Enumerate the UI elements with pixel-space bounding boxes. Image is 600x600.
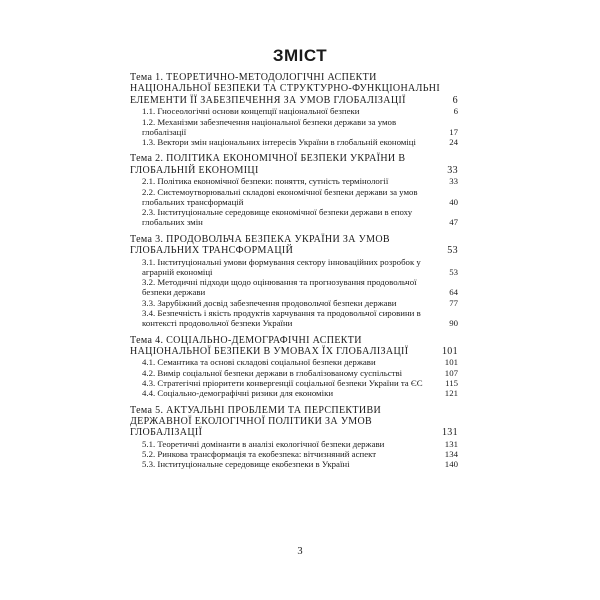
toc-entry-page: 24 (449, 137, 458, 148)
toc-section (130, 234, 458, 329)
toc-entry-text: 2.3. Інституціональне середовище економічної безпеки держави в епоху глобальних змін (142, 207, 413, 228)
toc-entry[interactable] (130, 106, 458, 116)
toc-entry-text: 1.3. Вектори змін національних інтересів України в глобальній економіці (142, 137, 416, 148)
toc-entry-page: 17 (449, 126, 458, 137)
toc-entry[interactable] (130, 449, 458, 459)
toc-entry[interactable] (130, 277, 458, 298)
toc-entry[interactable] (130, 187, 458, 208)
toc-section (130, 153, 458, 227)
toc-section-heading[interactable] (130, 234, 458, 257)
toc-heading-page: 131 (441, 427, 458, 439)
toc-heading-page: 6 (452, 94, 458, 106)
toc-entry-page: 33 (449, 176, 458, 187)
toc-entry-page: 121 (444, 388, 458, 399)
toc-entry[interactable] (130, 388, 458, 398)
toc-entry[interactable] (130, 176, 458, 186)
toc-entry-text: 3.2. Методичні підходи щодо оцінювання та прогнозування продовольчої безпеки держави (142, 277, 417, 298)
toc-entry-text: 3.4. Безпечність і якість продуктів харчування та продовольчої сировини в контексті продовольчої безпеки України (142, 308, 421, 329)
toc-section-heading[interactable] (130, 72, 458, 106)
toc-entry-page: 90 (449, 318, 458, 329)
toc-entry[interactable] (130, 378, 458, 388)
toc-entry[interactable] (130, 368, 458, 378)
toc-section (130, 405, 458, 470)
toc-entry-text: 4.1. Семантика та основі складові соціальної безпеки держави (142, 357, 376, 368)
toc-section-heading[interactable] (130, 153, 458, 176)
toc-entry-page: 64 (449, 287, 458, 298)
toc-heading-text: Тема 2. ПОЛІТИКА ЕКОНОМІЧНОЇ БЕЗПЕКИ УКРАЇНИ В ГЛОБАЛЬНІЙ ЕКОНОМІЦІ (130, 153, 406, 176)
toc-entry-page: 47 (449, 217, 458, 228)
toc-heading-page: 33 (447, 164, 458, 176)
toc-entry-text: 2.1. Політика економічної безпеки: поняття, сутність термінології (142, 176, 389, 187)
toc-entry-page: 77 (449, 297, 458, 308)
toc-entry-page: 140 (444, 459, 458, 470)
toc-heading-text: Тема 5. АКТУАЛЬНІ ПРОБЛЕМИ ТА ПЕРСПЕКТИВИ ДЕРЖАВНОЇ ЕКОЛОГІЧНОЇ ПОЛІТИКИ ЗА УМОВ ГЛОБАЛІЗАЦІЇ (130, 404, 382, 439)
toc-entry-page: 53 (449, 266, 458, 277)
toc-entry-text: 3.1. Інституціональні умови формування сектору інноваційних розробок у аграрній економіці (142, 256, 421, 277)
toc-entry-text: 5.2. Ринкова трансформація та екобезпека: вітчизняний аспект (142, 449, 377, 460)
toc-heading-page: 53 (447, 245, 458, 257)
toc-entry[interactable] (130, 439, 458, 449)
table-of-contents (130, 72, 458, 476)
toc-entry-page: 131 (444, 438, 458, 449)
toc-heading-page: 101 (441, 346, 458, 357)
toc-entry-text: 1.2. Механізми забезпечення національної безпеки держави за умов глобалізації (142, 116, 397, 137)
toc-entry[interactable] (130, 308, 458, 329)
toc-entry-page: 115 (445, 378, 458, 388)
toc-entry-text: 1.1. Гносеологічні основи концепції національної безпеки (142, 106, 360, 117)
toc-entry-page: 6 (453, 106, 458, 117)
toc-entry[interactable] (130, 137, 458, 147)
toc-entry-text: 4.2. Вимір соціальної безпеки держави в глобалізованому суспільстві (142, 367, 403, 378)
toc-entry-text: 4.4. Соціально-демографічні ризики для економіки (142, 388, 334, 399)
toc-section (130, 335, 458, 399)
toc-entry-text: 3.3. Зарубіжний досвід забезпечення продовольчої безпеки держави (142, 297, 397, 308)
toc-section-heading[interactable] (130, 405, 458, 439)
toc-entry-page: 40 (449, 196, 458, 207)
toc-heading-text: Тема 1. ТЕОРЕТИЧНО-МЕТОДОЛОГІЧНІ АСПЕКТИ НАЦІОНАЛЬНОЇ БЕЗПЕКИ ТА СТРУКТУРНО-ФУНКЦІОНАЛЬНІ ЕЛЕМЕНТИ ЇЇ ЗАБЕЗПЕЧЕННЯ ЗА УМОВ ГЛОБАЛІЗАЦІЇ (130, 72, 441, 106)
toc-heading-text: Тема 3. ПРОДОВОЛЬЧА БЕЗПЕКА УКРАЇНИ ЗА УМОВ ГЛОБАЛЬНИХ ТРАНСФОРМАЦІЙ (130, 233, 390, 257)
toc-section (130, 72, 458, 147)
toc-entry[interactable] (130, 357, 458, 367)
toc-entry[interactable] (130, 207, 458, 228)
page-number: 3 (297, 546, 303, 557)
toc-entry[interactable] (130, 117, 458, 138)
toc-entry-page: 134 (444, 449, 458, 460)
toc-entry[interactable] (130, 257, 458, 278)
page-title: ЗМІСТ (272, 46, 328, 65)
toc-entry-page: 107 (444, 367, 458, 378)
toc-heading-text: Тема 4. СОЦІАЛЬНО-ДЕМОГРАФІЧНІ АСПЕКТИ НАЦІОНАЛЬНОЇ БЕЗПЕКИ В УМОВАХ ЇХ ГЛОБАЛІЗАЦІЇ (130, 334, 409, 357)
toc-section-heading[interactable] (130, 335, 458, 358)
toc-entry[interactable] (130, 459, 458, 469)
toc-entry-text: 5.3. Інституціональне середовище екобезпеки в Україні (142, 459, 350, 470)
toc-entry-text: 2.2. Системоутворювальні складові економічної безпеки держави за умов глобальних трансформацій (142, 186, 418, 207)
toc-entry-text: 5.1. Теоретичні домінанти в аналізі екологічної безпеки держави (142, 438, 385, 449)
toc-entry-page: 101 (444, 357, 458, 368)
toc-entry-text: 4.3. Стратегічні пріоритети конвергенції соціальної безпеки України та ЄС (142, 378, 423, 388)
toc-entry[interactable] (130, 298, 458, 308)
